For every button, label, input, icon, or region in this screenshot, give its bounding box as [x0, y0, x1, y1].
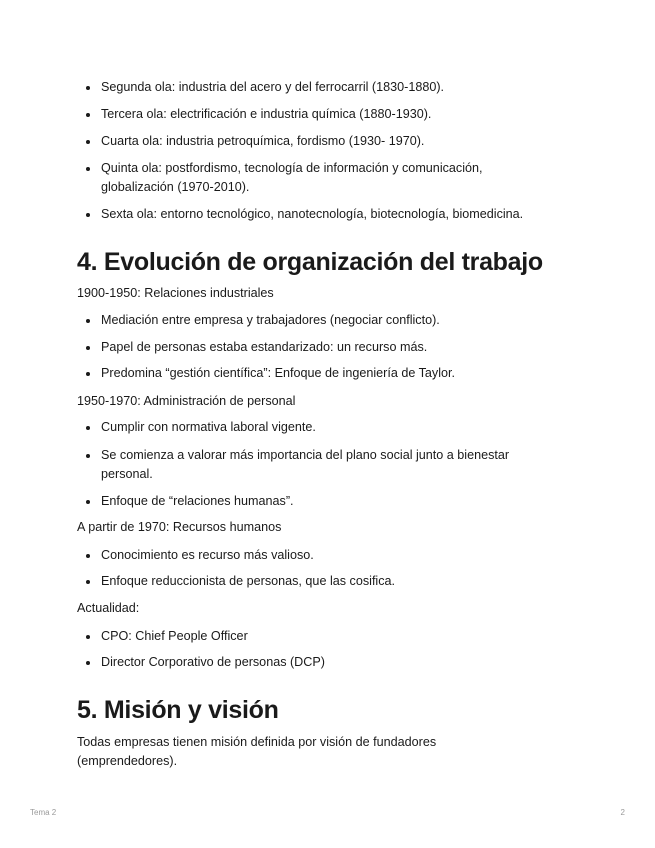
list-item: Segunda ola: industria del acero y del ferrocarril (1830-1880).: [77, 78, 557, 97]
list-item: Cuarta ola: industria petroquímica, fordismo (1930- 1970).: [77, 132, 557, 151]
list-item: Cumplir con normativa laboral vigente.: [77, 418, 557, 437]
list-item: Enfoque de “relaciones humanas”.: [77, 492, 557, 511]
list-item: Quinta ola: postfordismo, tecnología de información y comunicación, globalización (1970-2010).: [77, 159, 541, 197]
page-number: 2: [620, 808, 625, 817]
section-4-heading: 4. Evolución de organización del trabajo: [77, 248, 543, 276]
period-3-label: A partir de 1970: Recursos humanos: [77, 520, 282, 534]
list-item: Mediación entre empresa y trabajadores (negociar conflicto).: [77, 311, 557, 330]
list-item: Se comienza a valorar más importancia del plano social junto a bienestar personal.: [77, 446, 551, 484]
footer-left: Tema 2: [30, 808, 57, 817]
period-2-label: 1950-1970: Administración de personal: [77, 394, 296, 408]
section-5-heading: 5. Misión y visión: [77, 696, 279, 724]
list-item: Director Corporativo de personas (DCP): [77, 653, 557, 672]
list-item: Conocimiento es recurso más valioso.: [77, 546, 557, 565]
list-item: Sexta ola: entorno tecnológico, nanotecnología, biotecnología, biomedicina.: [77, 205, 581, 224]
list-item: CPO: Chief People Officer: [77, 627, 557, 646]
period-4-label: Actualidad:: [77, 601, 140, 615]
period-1-label: 1900-1950: Relaciones industriales: [77, 286, 274, 300]
list-item: Papel de personas estaba estandarizado: un recurso más.: [77, 338, 557, 357]
list-item: Tercera ola: electrificación e industria química (1880-1930).: [77, 105, 557, 124]
section-5-paragraph: Todas empresas tienen misión definida por visión de fundadores (emprendedores).: [77, 735, 437, 768]
list-item: Enfoque reduccionista de personas, que las cosifica.: [77, 572, 557, 591]
list-item: Predomina “gestión científica”: Enfoque de ingeniería de Taylor.: [77, 364, 557, 383]
